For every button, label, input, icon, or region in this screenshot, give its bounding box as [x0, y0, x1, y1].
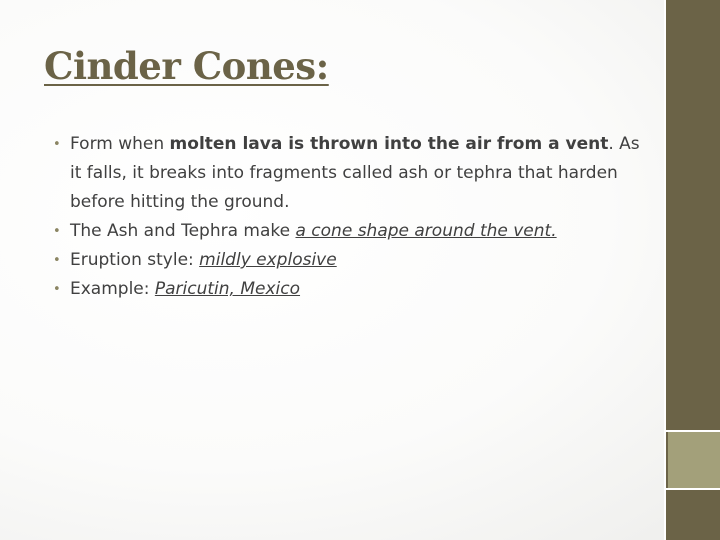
bullet-text: . As it falls, it breaks into fragments called ash or tephra that harden before hitting the ground. — [70, 134, 640, 212]
bullet-item — [52, 217, 642, 246]
bullet-text: Eruption style: — [70, 250, 200, 270]
bullet-bold-text: molten lava is thrown into the air from a vent — [169, 134, 609, 154]
bullet-icon: • — [53, 253, 61, 268]
sidebar-gap-bottom — [666, 488, 720, 490]
bullet-emphasis-text: a cone shape around the vent. — [295, 221, 557, 241]
sidebar-accent-block — [668, 432, 720, 488]
bullet-text: Example: — [70, 279, 155, 299]
bullet-icon: • — [53, 224, 61, 239]
bullet-item — [52, 275, 642, 304]
bullet-emphasis-text: mildly explosive — [199, 250, 337, 270]
bullet-text: Form when — [70, 134, 170, 154]
slide-title: Cinder Cones: — [44, 44, 329, 88]
bullet-icon: • — [53, 137, 61, 152]
bullet-text: The Ash and Tephra make — [70, 221, 296, 241]
bullet-item — [52, 246, 642, 275]
bullet-item — [52, 130, 642, 217]
bullet-icon: • — [53, 282, 61, 297]
bullet-list — [52, 130, 642, 304]
bullet-emphasis-text: Paricutin, Mexico — [154, 279, 301, 299]
